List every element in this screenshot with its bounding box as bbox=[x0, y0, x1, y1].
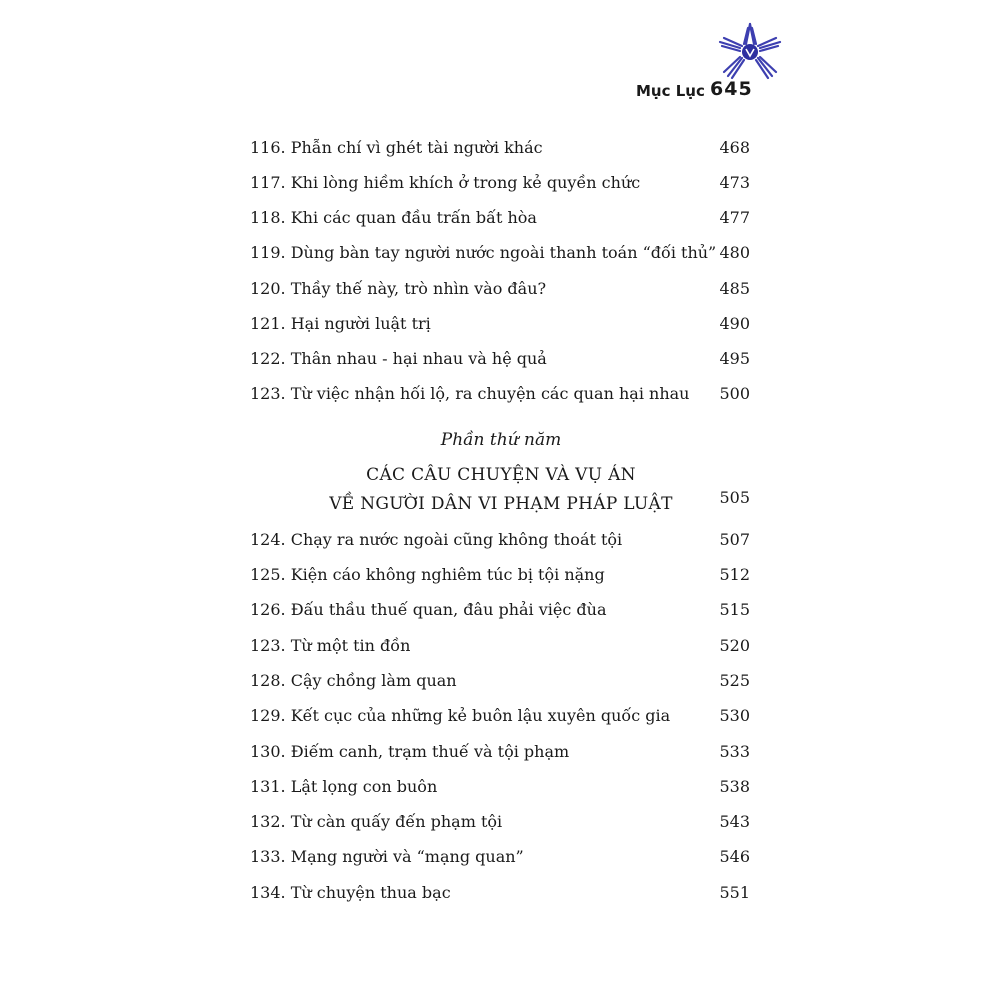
toc-entry[interactable] bbox=[250, 241, 752, 265]
toc-entry-title: 126. Đấu thầu thuế quan, đâu phải việc đùa bbox=[250, 600, 607, 619]
toc-entry[interactable] bbox=[250, 277, 752, 301]
toc-entry-page: 512 bbox=[719, 565, 750, 584]
toc-entry[interactable] bbox=[250, 669, 752, 693]
toc-entry-page: 533 bbox=[719, 742, 750, 761]
toc-entry-title: 130. Điếm canh, trạm thuế và tội phạm bbox=[250, 742, 570, 761]
toc-entry[interactable] bbox=[250, 704, 752, 728]
header-page-number: 645 bbox=[710, 78, 753, 100]
toc-entry-title: 124. Chạy ra nước ngoài cũng không thoát tội bbox=[250, 530, 623, 549]
toc-entry-page: 520 bbox=[719, 636, 750, 655]
toc-entry-page: 530 bbox=[719, 706, 750, 725]
section-title[interactable] bbox=[250, 461, 752, 519]
toc-entry-title: 117. Khi lòng hiềm khích ở trong kẻ quyền chức bbox=[250, 173, 641, 192]
toc-entry-page: 500 bbox=[719, 384, 750, 403]
toc-entry-title: 129. Kết cục của những kẻ buôn lậu xuyên quốc gia bbox=[250, 706, 671, 725]
toc-entry-title: 128. Cậy chồng làm quan bbox=[250, 671, 457, 690]
toc-entry-page: 485 bbox=[719, 279, 750, 298]
page-header bbox=[636, 80, 786, 104]
toc-entry[interactable] bbox=[250, 810, 752, 834]
toc-entry-page: 473 bbox=[719, 173, 750, 192]
toc-entry-title: 118. Khi các quan đầu trấn bất hòa bbox=[250, 208, 537, 227]
toc-entry-title: 134. Từ chuyện thua bạc bbox=[250, 883, 451, 902]
toc-entry[interactable] bbox=[250, 136, 752, 160]
toc-entry-title: 120. Thầy thế này, trò nhìn vào đâu? bbox=[250, 279, 547, 298]
toc-entry-title: 132. Từ càn quấy đến phạm tội bbox=[250, 812, 503, 831]
toc-entry[interactable] bbox=[250, 171, 752, 195]
toc-entry-page: 477 bbox=[719, 208, 750, 227]
header-title: Mục Lục bbox=[636, 82, 705, 100]
section-label: Phần thứ năm bbox=[440, 430, 562, 450]
star-logo-icon bbox=[718, 22, 782, 80]
toc-entry-page: 546 bbox=[719, 847, 750, 866]
toc-entry-page: 515 bbox=[719, 600, 750, 619]
toc-entry-title: 121. Hại người luật trị bbox=[250, 314, 431, 333]
toc-entry-title: 123. Từ một tin đồn bbox=[250, 636, 411, 655]
toc-entry-page: 507 bbox=[719, 530, 750, 549]
toc-entry-page: 543 bbox=[719, 812, 750, 831]
toc-entry-title: 125. Kiện cáo không nghiêm túc bị tội nặng bbox=[250, 565, 605, 584]
toc-entry[interactable] bbox=[250, 740, 752, 764]
section-title-line-2: VỀ NGƯỜI DÂN VI PHẠM PHÁP LUẬT bbox=[329, 494, 673, 514]
toc-entry[interactable] bbox=[250, 382, 752, 406]
toc-entry-page: 490 bbox=[719, 314, 750, 333]
toc-entry[interactable] bbox=[250, 881, 752, 905]
toc-entry[interactable] bbox=[250, 775, 752, 799]
toc-entry-title: 119. Dùng bàn tay người nước ngoài thanh toán “đối thủ” bbox=[250, 243, 717, 262]
section-title-line-1: CÁC CÂU CHUYỆN VÀ VỤ ÁN bbox=[366, 465, 636, 485]
toc-entry-title: 131. Lật lọng con buôn bbox=[250, 777, 438, 796]
toc-entry[interactable] bbox=[250, 528, 752, 552]
toc-entry[interactable] bbox=[250, 563, 752, 587]
toc-entry-page: 525 bbox=[719, 671, 750, 690]
toc-entry-title: 133. Mạng người và “mạng quan” bbox=[250, 847, 524, 866]
toc-entry-page: 468 bbox=[719, 138, 750, 157]
toc-entry[interactable] bbox=[250, 312, 752, 336]
toc-entry-page: 495 bbox=[719, 349, 750, 368]
toc-entry[interactable] bbox=[250, 347, 752, 371]
toc-entry[interactable] bbox=[250, 598, 752, 622]
toc-entry[interactable] bbox=[250, 845, 752, 869]
toc-entry-page: 480 bbox=[719, 243, 750, 262]
toc-entry[interactable] bbox=[250, 634, 752, 658]
section-page: 505 bbox=[719, 488, 750, 507]
toc-entry-title: 116. Phẫn chí vì ghét tài người khác bbox=[250, 138, 543, 157]
toc-entry-title: 122. Thân nhau - hại nhau và hệ quả bbox=[250, 349, 547, 368]
toc-entry-page: 538 bbox=[719, 777, 750, 796]
toc-entry[interactable] bbox=[250, 206, 752, 230]
toc-entry-title: 123. Từ việc nhận hối lộ, ra chuyện các quan hại nhau bbox=[250, 384, 690, 403]
toc-entry-page: 551 bbox=[719, 883, 750, 902]
